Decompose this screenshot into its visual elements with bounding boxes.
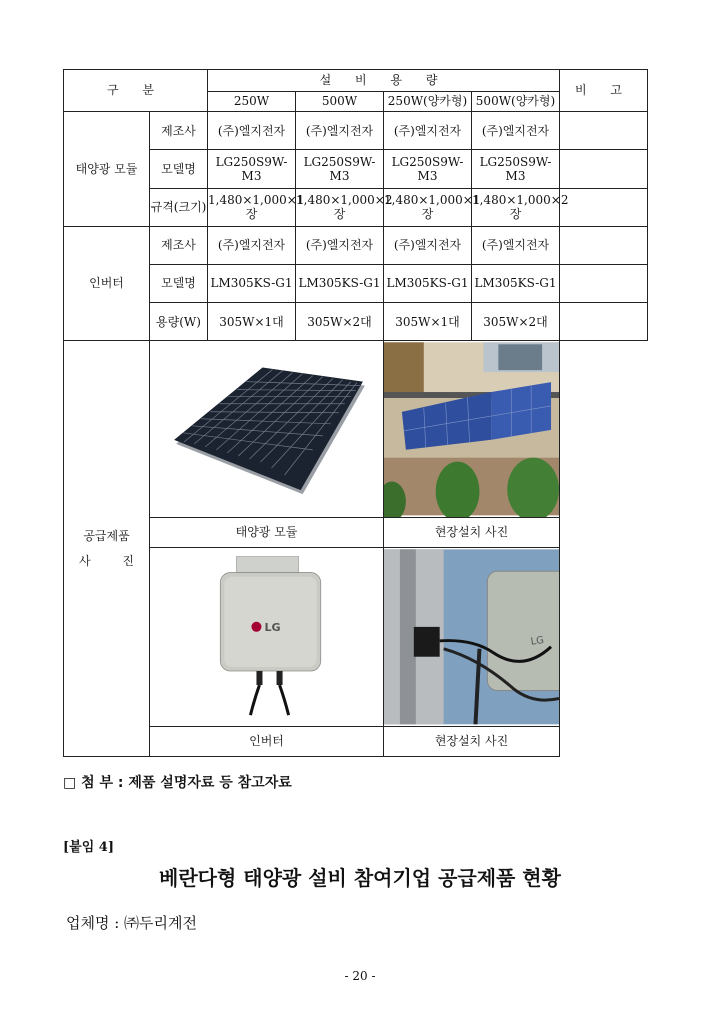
company-name: 업체명 : ㈜두리계전: [66, 914, 198, 932]
photo-label-line1: 공급제품: [83, 529, 130, 544]
row-label-manufacturer: 제조사: [150, 112, 208, 150]
capacity-500w-type: 500W(양카형): [472, 92, 560, 112]
page-number: - 20 -: [344, 969, 376, 983]
cell-value: LG250S9W-M3: [384, 150, 472, 188]
header-remarks: 비 고: [560, 70, 648, 112]
capacity-500w: 500W: [296, 92, 384, 112]
cell-value: (주)엘지전자: [296, 226, 384, 264]
cell-value: LM305KS-G1: [296, 264, 384, 302]
row-label-capacity: 용량(W): [150, 303, 208, 341]
installation-photo-1-cell: [384, 341, 560, 518]
group-product-photos: [64, 341, 150, 757]
cell-value: LM305KS-G1: [208, 264, 296, 302]
caption-inverter: 인버터: [150, 726, 384, 756]
installation-photo-2-cell: [384, 548, 560, 727]
attachment-label: [붙임 4]: [63, 840, 114, 855]
attachment-note: □ 첨 부 : 제품 설명자료 등 참고자료: [63, 775, 292, 791]
caption-installation-1: 현장설치 사진: [384, 517, 560, 547]
cell-value: 305W×2대: [472, 303, 560, 341]
cell-value: 305W×1대: [208, 303, 296, 341]
header-division: 구 분: [64, 70, 208, 112]
cell-value: (주)엘지전자: [472, 112, 560, 150]
cell-value: 305W×2대: [296, 303, 384, 341]
cell-value: 1,480×1,000×1장: [384, 188, 472, 226]
cell-value: LG250S9W-M3: [472, 150, 560, 188]
cell-value: LG250S9W-M3: [208, 150, 296, 188]
inverter-photo-cell: [150, 548, 384, 727]
solar-module-photo-cell: [150, 341, 384, 518]
remarks-cell: [560, 150, 648, 188]
cell-value: 1,480×1,000×1장: [208, 188, 296, 226]
row-label-model: 모델명: [150, 150, 208, 188]
remarks-cell: [560, 303, 648, 341]
page-title: 베란다형 태양광 설비 참여기업 공급제품 현황: [159, 866, 561, 890]
cell-value: (주)엘지전자: [384, 226, 472, 264]
cell-value: (주)엘지전자: [384, 112, 472, 150]
spec-table: [63, 69, 648, 757]
cell-value: LG250S9W-M3: [296, 150, 384, 188]
inverter-image: [150, 548, 383, 726]
group-inverter: 인버터: [64, 226, 150, 341]
photo-label-line2: 사 진: [79, 553, 148, 568]
cell-value: (주)엘지전자: [208, 112, 296, 150]
caption-installation-2: 현장설치 사진: [384, 726, 560, 756]
cell-value: (주)엘지전자: [208, 226, 296, 264]
group-solar-module: 태양광 모듈: [64, 112, 150, 227]
cell-value: LM305KS-G1: [384, 264, 472, 302]
cell-value: LM305KS-G1: [472, 264, 560, 302]
cell-value: (주)엘지전자: [296, 112, 384, 150]
capacity-250w: 250W: [208, 92, 296, 112]
remarks-cell: [560, 226, 648, 264]
cell-value: (주)엘지전자: [472, 226, 560, 264]
remarks-cell: [560, 264, 648, 302]
row-label-size: 규격(크기): [150, 188, 208, 226]
solar-panel-image: [150, 341, 383, 517]
row-label-model: 모델명: [150, 264, 208, 302]
cell-value: 305W×1대: [384, 303, 472, 341]
cell-value: 1,480×1,000×2장: [296, 188, 384, 226]
remarks-cell: [560, 112, 648, 150]
cell-value: 1,480×1,000×2장: [472, 188, 560, 226]
header-capacity: 설 비 용 량: [208, 70, 560, 92]
lg-logo-text-2: LG: [530, 635, 545, 648]
inverter-installation-image: [384, 548, 559, 726]
caption-solar-module: 태양광 모듈: [150, 517, 384, 547]
lg-logo-text: LG: [264, 620, 281, 634]
row-label-manufacturer: 제조사: [150, 226, 208, 264]
capacity-250w-type: 250W(양카형): [384, 92, 472, 112]
remarks-cell: [560, 188, 648, 226]
balcony-installation-image: [384, 341, 559, 517]
